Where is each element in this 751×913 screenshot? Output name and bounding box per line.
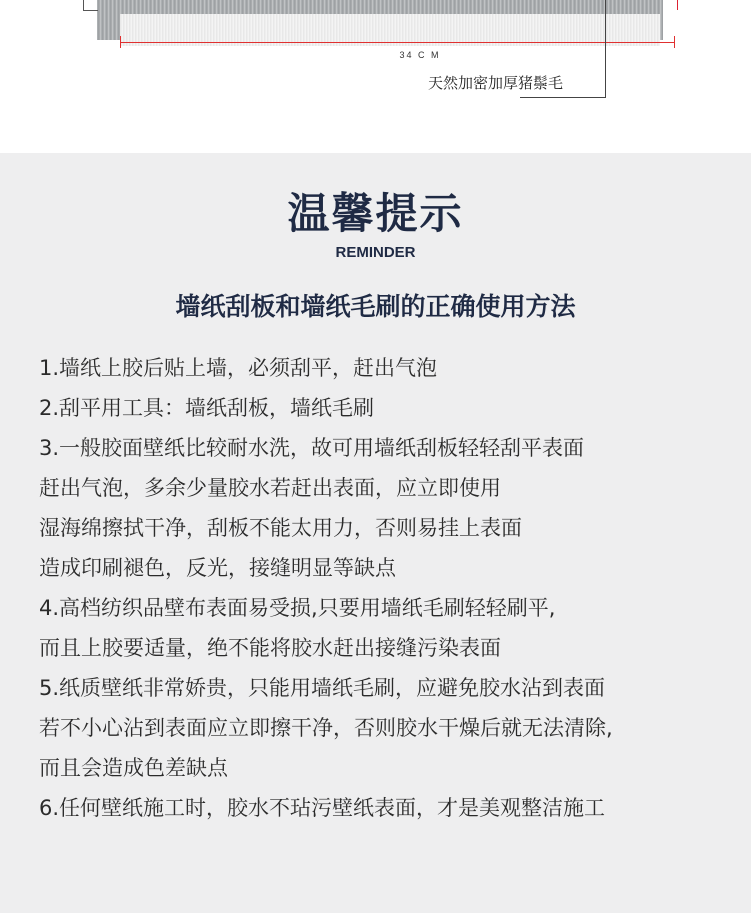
brush-frame-right [663, 0, 678, 10]
bristle-callout: 天然加密加厚猪鬃毛 [428, 74, 564, 92]
dimension-line [120, 42, 675, 43]
dimension-tick-right [674, 36, 675, 48]
instruction-line: 3.一般胶面壁纸比较耐水洗，故可用墙纸刮板轻轻刮平表面 [39, 436, 585, 460]
reminder-title: 温馨提示 [287, 189, 464, 238]
instruction-list [39, 348, 739, 828]
dimension-label: 34 C M [399, 50, 441, 60]
callout-line-vertical [605, 0, 606, 97]
instruction-line: 5.纸质壁纸非常娇贵，只能用墙纸毛刷，应避免胶水沾到表面 [39, 676, 606, 700]
instruction-line: 6.任何壁纸施工时，胶水不玷污壁纸表面，才是美观整洁施工 [39, 796, 606, 820]
instruction-line: 而且上胶要适量，绝不能将胶水赶出接缝污染表面 [39, 636, 501, 660]
instruction-line: 造成印刷褪色，反光，接缝明显等缺点 [39, 556, 396, 580]
instruction-line: 赶出气泡，多余少量胶水若赶出表面，应立即使用 [39, 476, 501, 500]
dimension-tick-left [120, 36, 121, 48]
instruction-line: 而且会造成色差缺点 [39, 756, 228, 780]
instruction-line: 2.刮平用工具：墙纸刮板，墙纸毛刷 [39, 396, 375, 420]
instruction-line: 若不小心沾到表面应立即擦干净，否则胶水干燥后就无法清除, [39, 716, 613, 740]
instruction-line: 4.高档纺织品壁布表面易受损,只要用墙纸毛刷轻轻刷平, [39, 596, 556, 620]
reminder-subtitle: REMINDER [335, 244, 416, 261]
usage-heading: 墙纸刮板和墙纸毛刷的正确使用方法 [175, 292, 576, 321]
instruction-line: 1.墙纸上胶后贴上墙，必须刮平，赶出气泡 [39, 356, 438, 380]
instruction-line: 湿海绵擦拭干净，刮板不能太用力，否则易挂上表面 [39, 516, 522, 540]
callout-line-horizontal [520, 97, 606, 98]
brush-frame-left [83, 0, 98, 11]
product-image-section [0, 0, 751, 153]
